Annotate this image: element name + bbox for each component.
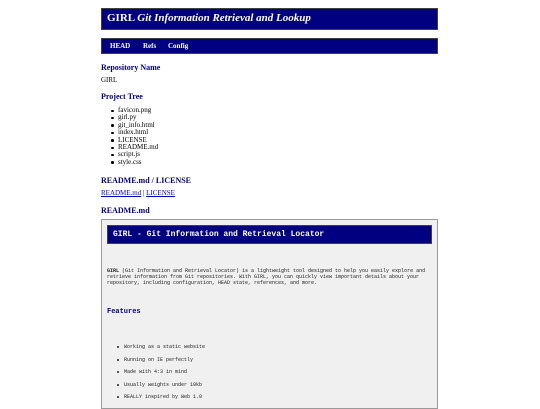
- readme-title-bar: [107, 225, 432, 244]
- tree-item: script.js: [111, 151, 158, 158]
- nav-config-link[interactable]: Config: [168, 42, 189, 50]
- nav-refs-link[interactable]: Refs: [143, 42, 157, 50]
- feature-item: Usually weights under 10kb: [117, 382, 205, 395]
- project-tree-heading: Project Tree: [101, 92, 143, 101]
- feature-item: Working as a static website: [117, 344, 205, 357]
- link-separator: |: [143, 189, 145, 197]
- repository-name: GIRL: [101, 76, 118, 84]
- nav-bar: [101, 38, 438, 54]
- site-subtitle: Git Information Retrieval and Lookup: [137, 12, 311, 24]
- nav-head-link[interactable]: HEAD: [110, 42, 131, 50]
- readme-intro: [107, 268, 432, 286]
- site-header: [101, 8, 438, 30]
- feature-item: REALLY inspired by Web 1.0: [117, 394, 205, 407]
- tree-item: git_info.html: [111, 122, 158, 129]
- docs-links: [101, 189, 175, 197]
- project-tree-list: [111, 107, 158, 166]
- tree-item: girl.py: [111, 114, 158, 121]
- readme-intro-text: (Git Information and Retrieval Locator) is a lightweight tool designed to help you easily explore and retrieve information from Git repositories. With GIRL, you can quickly view important details about your repository, including configuration, HEAD state, references, and more.: [107, 268, 426, 286]
- tree-item: README.md: [111, 144, 158, 151]
- feature-item: Running on IE perfectly: [117, 357, 205, 370]
- repository-heading: Repository Name: [101, 63, 161, 72]
- readme-link[interactable]: README.md: [101, 189, 142, 197]
- site-brand: GIRL: [107, 12, 135, 24]
- tree-item: index.html: [111, 129, 158, 136]
- tree-item: LICENSE: [111, 137, 158, 144]
- readme-panel: [101, 219, 438, 409]
- tree-item: style.css: [111, 159, 158, 166]
- features-heading: Features: [107, 308, 141, 316]
- feature-item: Made with 4:3 in mind: [117, 369, 205, 382]
- license-link[interactable]: LICENSE: [146, 189, 175, 197]
- tree-item: favicon.png: [111, 107, 158, 114]
- readme-title: GIRL - Git Information and Retrieval Locator: [113, 230, 325, 239]
- features-list: [117, 344, 205, 407]
- site-title: [107, 12, 311, 24]
- readme-intro-bold: GIRL: [107, 268, 120, 274]
- readme-heading: README.md: [101, 206, 150, 215]
- docs-heading: README.md / LICENSE: [101, 176, 192, 185]
